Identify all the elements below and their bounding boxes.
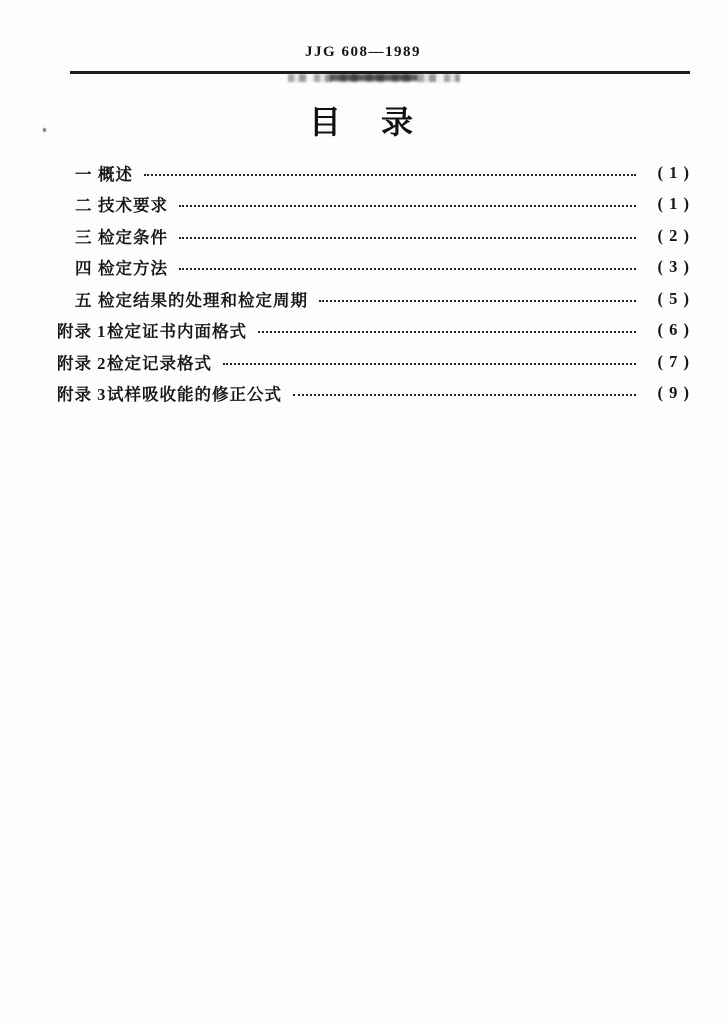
toc-entry-number: 附录 3 <box>57 385 107 405</box>
toc-entry <box>57 189 690 221</box>
page-title-toc: 目 录 <box>308 104 417 140</box>
toc-entry-number: 一 <box>75 164 93 184</box>
toc-entry-page: ( 5 ) <box>657 288 690 308</box>
toc-entry-number: 二 <box>75 196 93 216</box>
ink-bleed-artifact-dark <box>330 74 418 81</box>
dot-leader <box>293 394 636 396</box>
toc-entry-title: 检定结果的处理和检定周期 <box>98 290 308 310</box>
toc-entry-title: 检定记录格式 <box>107 353 212 373</box>
dot-leader <box>319 300 636 302</box>
toc-entry <box>57 220 690 252</box>
toc-entry-title: 检定条件 <box>98 227 168 247</box>
toc-entry-appendix <box>57 346 690 378</box>
dot-leader <box>258 331 636 333</box>
toc-entry <box>57 157 690 189</box>
toc-entry-page: ( 6 ) <box>657 320 690 340</box>
toc-entry-title: 技术要求 <box>98 196 168 216</box>
toc-entry-title: 概述 <box>98 164 133 184</box>
toc-entry <box>57 252 690 284</box>
toc-entry-page: ( 1 ) <box>657 194 690 214</box>
dot-leader <box>179 237 636 239</box>
document-standard-number: JJG 608—1989 <box>305 44 421 60</box>
toc-entry-number: 附录 1 <box>57 322 107 342</box>
toc-entry <box>57 283 690 315</box>
toc-entry-page: ( 3 ) <box>657 257 690 277</box>
dot-leader <box>144 174 636 176</box>
toc-entry-page: ( 7 ) <box>657 351 690 371</box>
table-of-contents <box>57 157 690 409</box>
toc-entry-page: ( 1 ) <box>657 162 690 182</box>
dot-leader <box>179 205 636 207</box>
toc-entry-number: 五 <box>75 290 93 310</box>
toc-entry-number: 附录 2 <box>57 353 107 373</box>
dot-leader <box>179 268 636 270</box>
toc-entry-title: 试样吸收能的修正公式 <box>107 385 282 405</box>
toc-entry-appendix <box>57 378 690 410</box>
toc-entry-title: 检定证书内面格式 <box>107 322 247 342</box>
toc-entry-appendix <box>57 315 690 347</box>
toc-entry-page: ( 9 ) <box>657 383 690 403</box>
toc-entry-number: 四 <box>75 259 93 279</box>
toc-entry-number: 三 <box>75 227 93 247</box>
dot-leader <box>223 363 636 365</box>
toc-entry-title: 检定方法 <box>98 259 168 279</box>
toc-entry-page: ( 2 ) <box>657 225 690 245</box>
